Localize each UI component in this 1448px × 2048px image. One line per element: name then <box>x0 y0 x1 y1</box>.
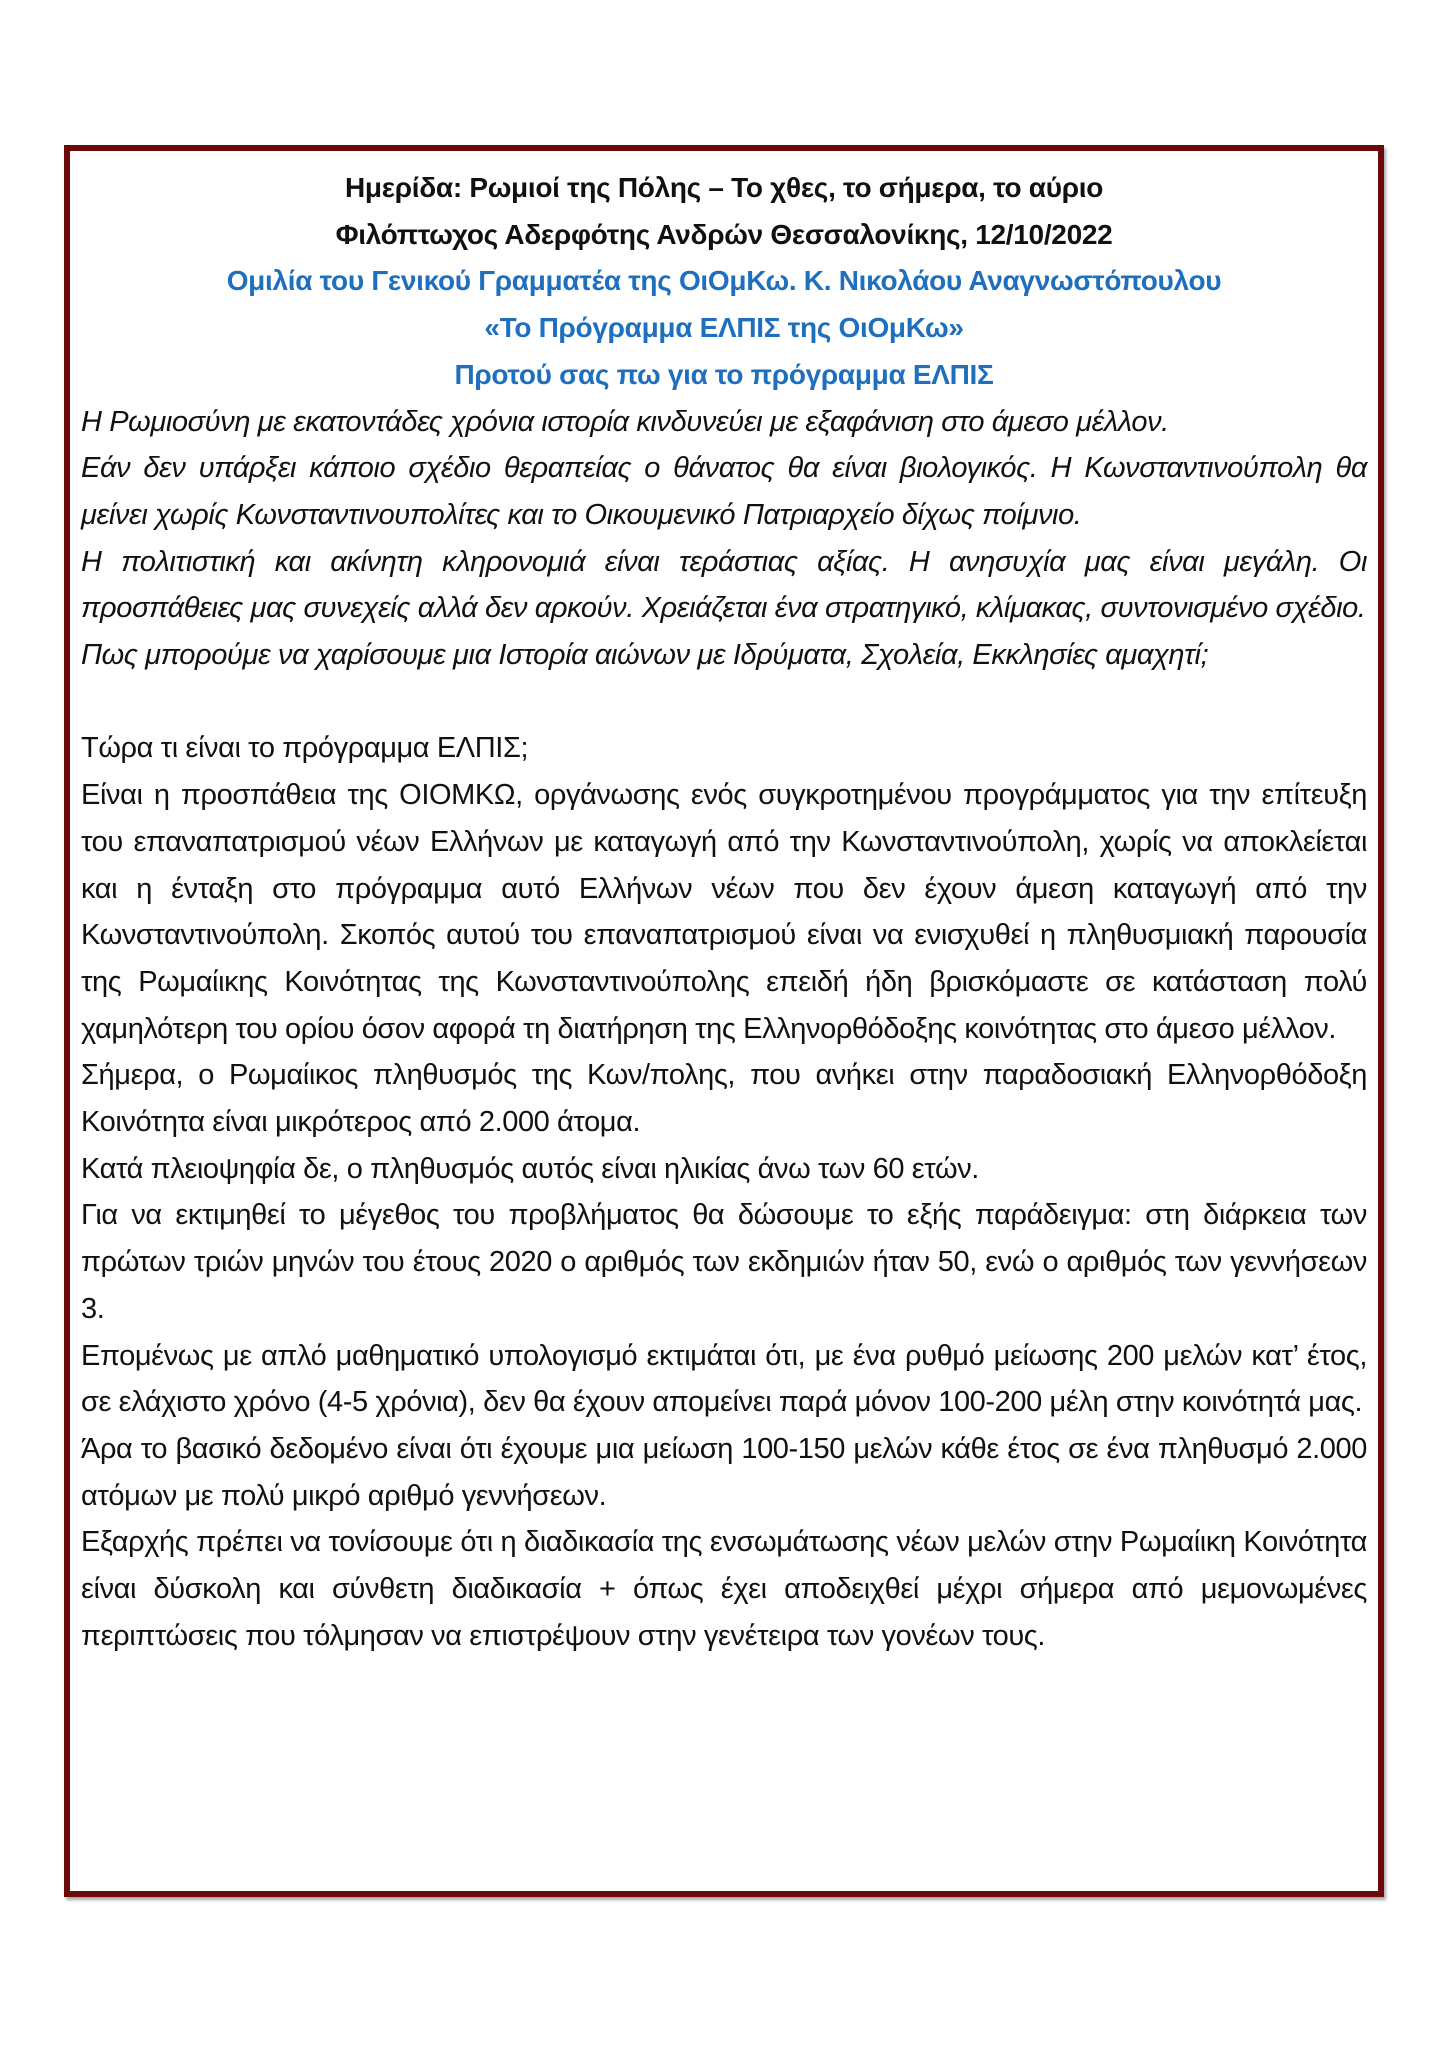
body-paragraph: Επομένως με απλό μαθηματικό υπολογισμό εκτιμάται ότι, με ένα ρυθμό μείωσης 200 μελών κατ’ έτος, σε ελάχιστο χρόνο (4-5 χρόνια), δεν θα έχουν απομείνει παρά μόνον 100-200 μέλη στην κοινότητά μας. <box>81 1339 1367 1419</box>
event-title: Ημερίδα: Ρωμιοί της Πόλης – Το χθες, το σήμερα, το αύριο <box>344 172 1104 203</box>
section-heading-elpis: Τώρα τι είναι το πρόγραμμα ΕΛΠΙΣ; <box>81 732 529 765</box>
intro-paragraph: Εάν δεν υπάρξει κάποιο σχέδιο θεραπείας ο θάνατος θα είναι βιολογικός. Η Κωνσταντινούπολη θα μείνει χωρίς Κωνσταντινουπολίτες και το Οικουμενικό Πατριαρχείο δίχως ποίμνιο. <box>81 452 1367 531</box>
document-frame <box>64 145 1384 1897</box>
speech-title: «Το Πρόγραμμα ΕΛΠΙΣ της ΟιΟμΚω» <box>484 312 964 344</box>
body-paragraph: Για να εκτιμηθεί το μέγεθος του προβλήματος θα δώσουμε το εξής παράδειγμα: στη διάρκεια των πρώτων τριών μηνών του έτους 2020 ο αριθμός των εκδημιών ήταν 50, ενώ ο αριθμός των γεννήσεων 3. <box>81 1199 1367 1325</box>
section-heading-intro: Προτού σας πω για το πρόγραμμα ΕΛΠΙΣ <box>454 358 994 390</box>
body-paragraph: Κατά πλειοψηφία δε, ο πληθυσμός αυτός είναι ηλικίας άνω των 60 ετών. <box>81 1152 979 1185</box>
body-paragraph: Άρα το βασικό δεδομένο είναι ότι έχουμε μια μείωση 100-150 μελών κάθε έτος σε ένα πληθυσμό 2.000 ατόμων με πολύ μικρό αριθμό γεννήσεων. <box>81 1432 1367 1512</box>
document-body <box>81 165 1367 1659</box>
body-paragraph: Σήμερα, ο Ρωμαίικος πληθυσμός της Κων/πολης, που ανήκει στην παραδοσιακή Ελληνορθόδοξη Κοινότητα είναι μικρότερος από 2.000 άτομα. <box>81 1059 1367 1139</box>
speech-speaker: Ομιλία του Γενικού Γραμματέα της ΟιΟμΚω. Κ. Νικολάου Αναγνωστόπουλου <box>226 265 1222 297</box>
intro-paragraph: Η Ρωμιοσύνη με εκατοντάδες χρόνια ιστορία κινδυνεύει με εξαφάνιση στο άμεσο μέλλον. <box>81 405 1169 438</box>
event-host-date: Φιλόπτωχος Αδερφότης Ανδρών Θεσσαλονίκης, 12/10/2022 <box>335 218 1113 250</box>
body-paragraph: Εξαρχής πρέπει να τονίσουμε ότι η διαδικασία της ενσωμάτωσης νέων μελών στην Ρωμαίικη Κοινότητα είναι δύσκολη και σύνθετη διαδικασία + όπως έχει αποδειχθεί μέχρι σήμερα από μεμονωμένες περιπτώσεις που τόλμησαν να επιστρέψουν στην γενέτειρα των γονέων τους. <box>81 1526 1367 1652</box>
body-paragraph: Είναι η προσπάθεια της ΟΙΟΜΚΩ, οργάνωσης ενός συγκροτημένου προγράμματος για την επίτευξη του επαναπατρισμού νέων Ελλήνων με καταγωγή από την Κωνσταντινούπολη, χωρίς να αποκλείεται και η ένταξη στο πρόγραμμα αυτό Ελλήνων νέων που δεν έχουν άμεση καταγωγή από την Κωνσταντινούπολη. Σκοπός αυτού του επαναπατρισμού είναι να ενισχυθεί η πληθυσμιακή παρουσία της Ρωμαίικης Κοινότητας της Κωνσταντινούπολης επειδή ήδη βρισκόμαστε σε κατάσταση πολύ χαμηλότερη του ορίου όσον αφορά τη διατήρηση της Ελληνορθόδοξης κοινότητας στο άμεσο μέλλον. <box>81 779 1367 1045</box>
paragraph-spacer <box>81 679 1367 726</box>
intro-paragraph: Πως μπορούμε να χαρίσουμε μια Ιστορία αιώνων με Ιδρύματα, Σχολεία, Εκκλησίες αμαχητί; <box>81 639 1209 672</box>
intro-paragraph: Η πολιτιστική και ακίνητη κληρονομιά είναι τεράστιας αξίας. Η ανησυχία μας είναι μεγάλη. Οι προσπάθειες μας συνεχείς αλλά δεν αρκούν. Χρειάζεται ένα στρατηγικό, κλίμακας, συντονισμένο σχέδιο. <box>81 545 1367 625</box>
